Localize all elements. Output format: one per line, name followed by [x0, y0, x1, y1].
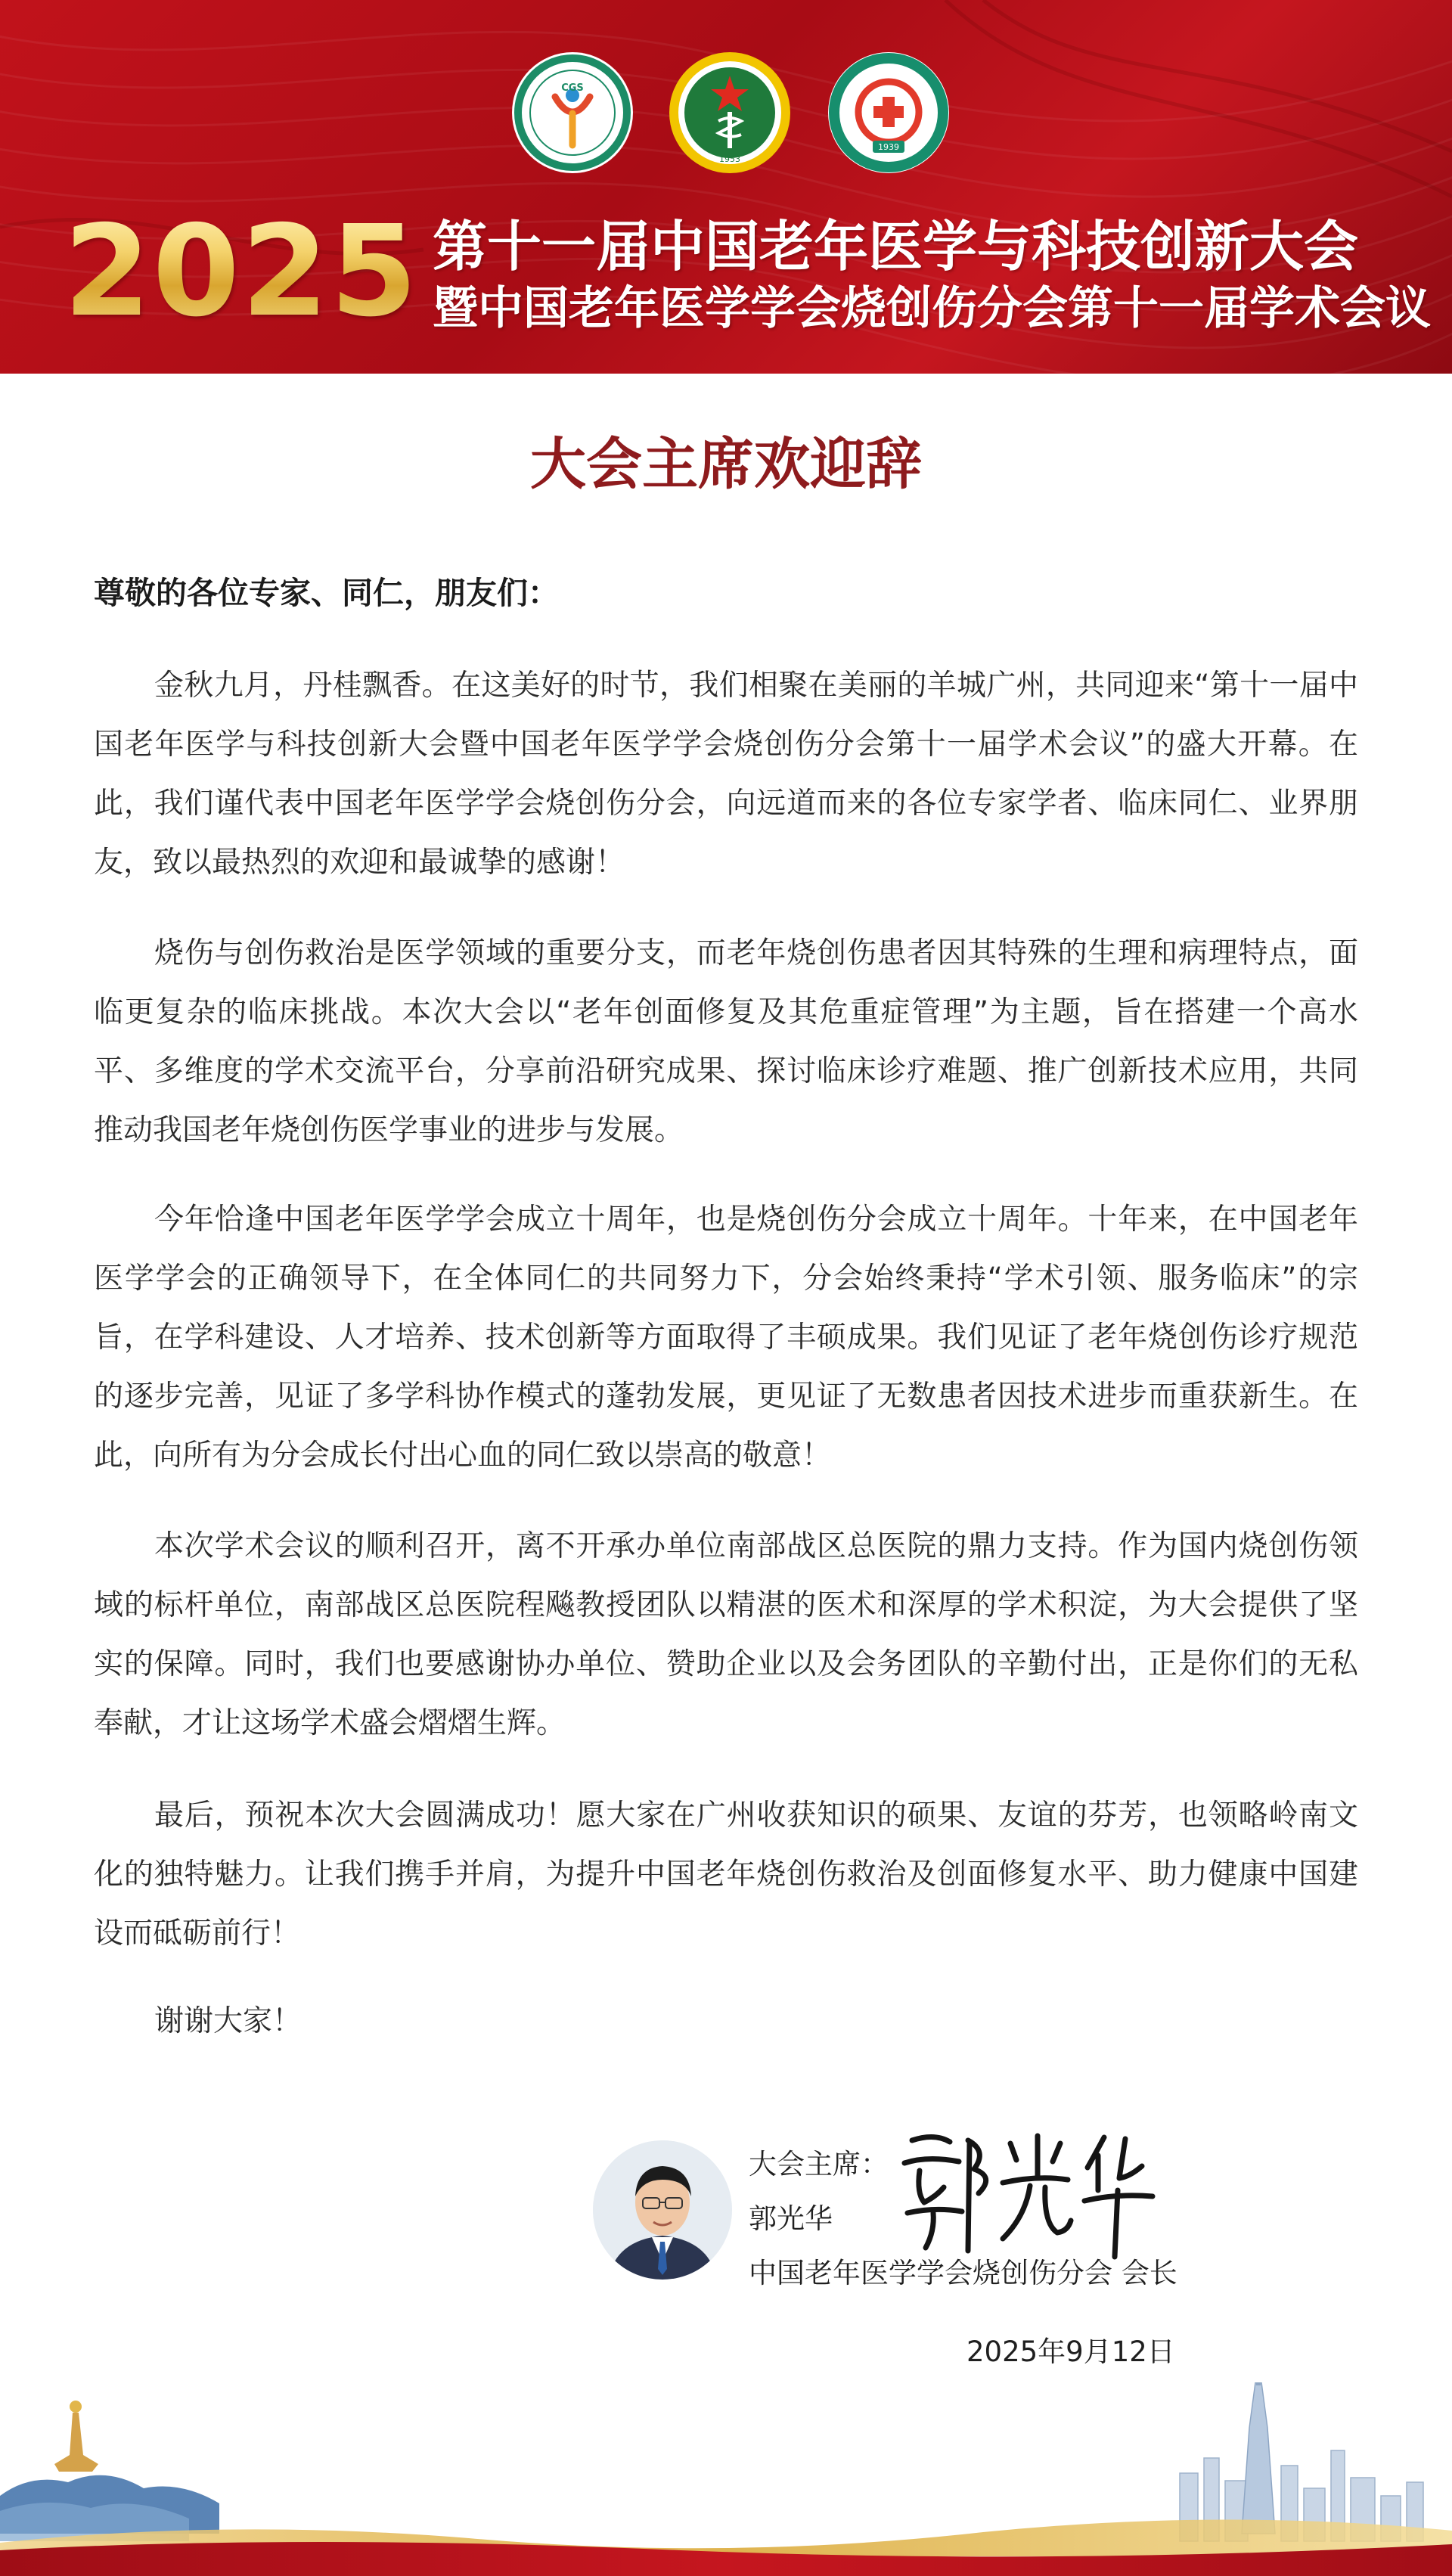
logo-group — [511, 51, 954, 180]
footer-decoration — [0, 2382, 1452, 2576]
letter-date: 2025年9月12日 — [966, 2335, 1175, 2368]
chairman-role-label: 大会主席： — [749, 2148, 889, 2180]
southern-theater-hospital-logo — [669, 51, 791, 174]
first-affiliated-hospital-logo — [827, 51, 950, 174]
paragraph-4: 本次学术会议的顺利召开，离不开承办单位南部战区总医院的鼎力支持。作为国内烧创伤领域的标杆单位，南部战区总医院程飚教授团队以精湛的医术和深厚的学术积淀，为大会提供了坚实的保障。同时，我们也要感谢协办单位、赞助企业以及会务团队的辛勤付出，正是你们的无私奉献，才让这场学术盛会熠熠生辉。 — [94, 1529, 1358, 1740]
letter-salutation: 尊敬的各位专家、同仁，朋友们： — [94, 575, 559, 611]
paragraph-1: 金秋九月，丹桂飘香。在这美好的时节，我们相聚在美丽的羊城广州，共同迎来“第十一届中国老年医学与科技创新大会暨中国老年医学学会烧创伤分会第十一届学术会议”的盛大开幕。在此，我们谨代表中国老年医学学会烧创伤分会，向远道而来的各位专家学者、临床同仁、业界朋友，致以最热烈的欢迎和最诚挚的感谢！ — [94, 669, 1358, 880]
paragraph-3: 今年恰逢中国老年医学学会成立十周年，也是烧创伤分会成立十周年。十年来，在中国老年医学学会的正确领导下，在全体同仁的共同努力下，分会始终秉持“学术引领、服务临床”的宗旨，在学科建设、人才培养、技术创新等方面取得了丰硕成果。我们见证了老年烧创伤诊疗规范的逐步完善，见证了多学科协作模式的蓬勃发展，更见证了无数患者因技术进步而重获新生。在此，向所有为分会成长付出心血的同仁致以崇高的敬意！ — [94, 1203, 1358, 1473]
svg-text:1953: 1953 — [719, 154, 740, 164]
svg-text:CGS: CGS — [561, 82, 584, 94]
handwritten-signature — [889, 2118, 1162, 2261]
event-title-line1: 第十一届中国老年医学与科技创新大会 — [433, 214, 1359, 278]
closing-thanks: 谢谢大家！ — [154, 2004, 302, 2038]
event-year: 2025 — [64, 199, 420, 345]
header-banner — [0, 0, 1452, 374]
svg-text:1939: 1939 — [878, 142, 899, 152]
paragraph-5: 最后，预祝本次大会圆满成功！愿大家在广州收获知识的硕果、友谊的芬芳，也领略岭南文化的独特魅力。让我们携手并肩，为提升中国老年烧创伤救治及创面修复水平、助力健康中国建设而砥砺前行！ — [94, 1799, 1358, 1951]
event-title-line2: 暨中国老年医学学会烧创伤分会第十一届学术会议 — [433, 282, 1431, 335]
cgs-society-logo — [511, 51, 634, 174]
chairman-organization: 中国老年医学学会烧创伤分会 会长 — [749, 2257, 1177, 2289]
chairman-avatar — [593, 2140, 732, 2280]
letter-title: 大会主席欢迎辞 — [530, 432, 922, 497]
paragraph-2: 烧伤与创伤救治是医学领域的重要分支，而老年烧创伤患者因其特殊的生理和病理特点，面临更复杂的临床挑战。本次大会以“老年创面修复及其危重症管理”为主题，旨在搭建一个高水平、多维度的学术交流平台，分享前沿研究成果、探讨临床诊疗难题、推广创新技术应用，共同推动我国老年烧创伤医学事业的进步与发展。 — [94, 936, 1358, 1147]
chairman-name: 郭光华 — [749, 2202, 833, 2235]
